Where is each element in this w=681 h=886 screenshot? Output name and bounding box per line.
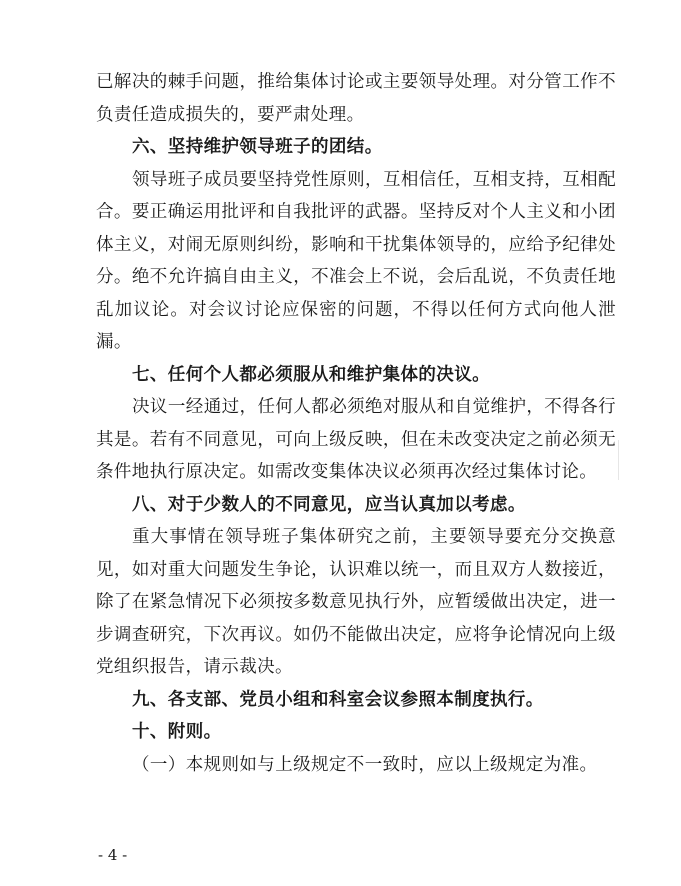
- paragraph-minority-opinion: 重大事情在领导班子集体研究之前，主要领导要充分交换意见，如对重大问题发生争论，认识难以统一，而且双方人数接近，除了在紧急情况下必须按多数意见执行外，应暂缓做出决定，进一步调查研究，下次再议。如仍不能做出决定，应将争论情况向上级党组织报告，请示裁决。: [96, 527, 616, 677]
- paragraph-resolution: 决议一经通过，任何人都必须绝对服从和自觉维护，不得各行其是。若有不同意见，可向上级反映，但在未改变决定之前必须无条件地执行原决定。如需改变集体决议必须再次经过集体讨论。: [96, 397, 616, 482]
- section-heading-six: 六、坚持维护领导班子的团结。: [132, 137, 383, 157]
- section-heading-nine: 九、各支部、党员小组和科室会议参照本制度执行。: [132, 689, 544, 710]
- scan-edge-mark: [618, 440, 619, 480]
- document-body: [96, 66, 616, 781]
- paragraph-continuation: 已解决的棘手问题，推给集体讨论或主要领导处理。对分管工作不负责任造成损失的，要严肃处理。: [96, 72, 616, 125]
- page-number: - 4 -: [98, 846, 128, 864]
- section-heading-seven: 七、任何个人都必须服从和维护集体的决议。: [132, 364, 490, 385]
- section-heading-ten: 十、附则。: [132, 722, 222, 742]
- section-heading-eight: 八、对于少数人的不同意见，应当认真加以考虑。: [132, 494, 526, 515]
- paragraph-unity: 领导班子成员要坚持党性原则，互相信任，互相支持，互相配合。要正确运用批评和自我批评的武器。坚持反对个人主义和小团体主义，对闹无原则纠纷，影响和干扰集体领导的，应给予纪律处分。绝不允许搞自由主义，不准会上不说，会后乱说，不负责任地乱加议论。对会议讨论应保密的问题，不得以任何方式向他人泄漏。: [96, 169, 616, 352]
- paragraph-supplementary: （一）本规则如与上级规定不一致时，应以上级规定为准。: [132, 754, 598, 775]
